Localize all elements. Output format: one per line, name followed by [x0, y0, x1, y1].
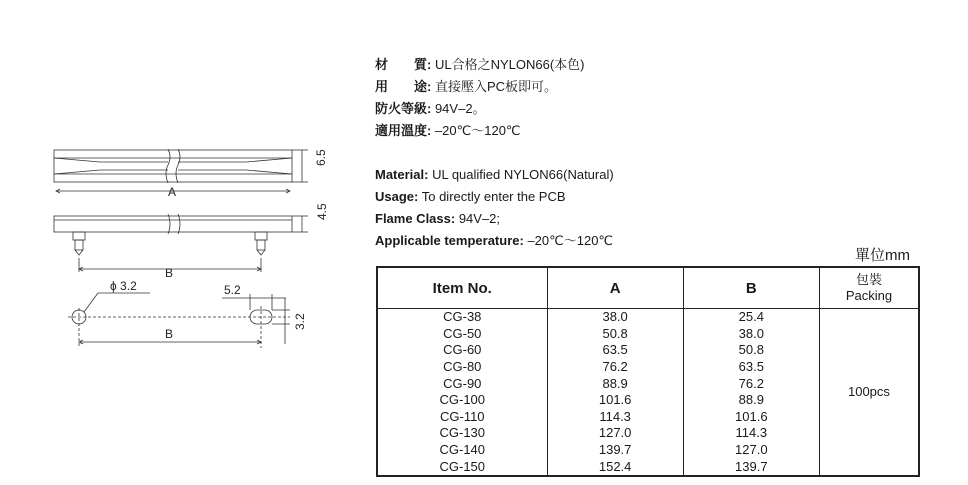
cell-b: 50.8 — [683, 342, 819, 359]
cell-a: 88.9 — [547, 375, 683, 392]
dim-phi-label: ϕ 3.2 — [110, 279, 137, 293]
cell-b: 25.4 — [683, 309, 819, 326]
cell-b: 63.5 — [683, 359, 819, 376]
table-row — [377, 309, 919, 326]
header-b: B — [683, 267, 819, 309]
spec-flame-zh: 防火等級: 94V–2。 — [375, 101, 486, 116]
header-item-no: Item No. — [377, 267, 547, 309]
cell-b: 101.6 — [683, 409, 819, 426]
dimension-table — [376, 266, 920, 477]
dim-5-2-label: 5.2 — [224, 283, 241, 297]
spec-material-en: Material: UL qualified NYLON66(Natural) — [375, 167, 614, 182]
dim-b-label-holes: B — [165, 327, 174, 341]
hole-layout — [68, 293, 290, 348]
spec-usage-zh: 用 途: 直接壓入PC板即可。 — [375, 79, 558, 94]
cell-b: 38.0 — [683, 326, 819, 343]
cell-item: CG-38 — [443, 309, 482, 325]
cell-item: CG-90 — [443, 375, 482, 391]
cell-b: 88.9 — [683, 392, 819, 409]
cell-item: CG-130 — [439, 425, 486, 441]
cell-a: 114.3 — [547, 409, 683, 426]
cell-b: 127.0 — [683, 442, 819, 459]
dim-b-label-side: B — [165, 266, 174, 280]
dim-6-5-label: 6.5 — [314, 149, 328, 166]
cell-b: 114.3 — [683, 425, 819, 442]
cell-a: 63.5 — [547, 342, 683, 359]
cell-item: CG-100 — [439, 392, 486, 408]
spec-temp-en: Applicable temperature: –20℃～120℃ — [375, 233, 614, 248]
dim-a-label: A — [168, 185, 177, 199]
cell-packing: 100pcs — [819, 309, 919, 476]
cell-item: CG-110 — [439, 408, 485, 424]
cell-item: CG-60 — [443, 342, 482, 358]
dim-4-5-label: 4.5 — [315, 203, 329, 220]
table-header-row — [377, 267, 919, 309]
spec-flame-en: Flame Class: 94V–2; — [375, 211, 501, 226]
cell-b: 139.7 — [683, 458, 819, 476]
spec-temp-zh: 適用溫度: –20℃～120℃ — [375, 123, 521, 138]
specifications — [375, 54, 614, 252]
cell-a: 50.8 — [547, 326, 683, 343]
unit-label: 單位mm — [855, 247, 910, 264]
cell-a: 139.7 — [547, 442, 683, 459]
cell-item: CG-150 — [439, 458, 486, 474]
cell-item: CG-80 — [443, 359, 482, 375]
top-view — [54, 149, 308, 193]
cell-item: CG-140 — [439, 442, 486, 458]
cell-a: 76.2 — [547, 359, 683, 376]
cell-a: 127.0 — [547, 425, 683, 442]
cell-a: 38.0 — [547, 309, 683, 326]
technical-drawing — [40, 140, 340, 360]
header-a: A — [547, 267, 683, 309]
dim-3-2-label: 3.2 — [293, 313, 307, 330]
cell-a: 152.4 — [547, 458, 683, 476]
spec-usage-en: Usage: To directly enter the PCB — [375, 189, 566, 204]
header-packing: 包裝 Packing — [819, 267, 919, 309]
cell-a: 101.6 — [547, 392, 683, 409]
side-view — [54, 214, 308, 272]
cell-item: CG-50 — [443, 325, 482, 341]
cell-b: 76.2 — [683, 375, 819, 392]
spec-material-zh: 材 質: UL合格之NYLON66(本色) — [375, 57, 585, 72]
